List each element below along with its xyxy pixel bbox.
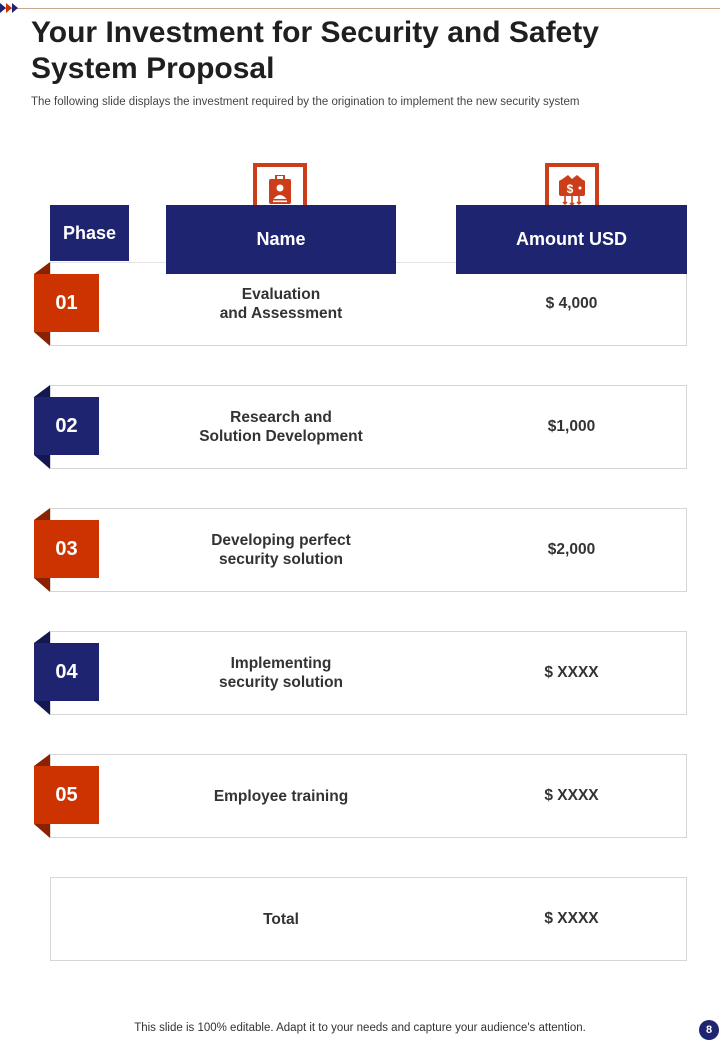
phase-name: Evaluation and Assessment bbox=[219, 286, 343, 322]
header-phase: Phase bbox=[50, 205, 129, 261]
id-badge-icon bbox=[267, 175, 293, 205]
phase-badge: 02 bbox=[34, 397, 99, 455]
top-rule bbox=[0, 8, 720, 9]
header-amount: Amount USD bbox=[456, 205, 687, 274]
page-subtitle: The following slide displays the investment required by the origination to implement the new security system bbox=[31, 96, 580, 108]
footer-note: This slide is 100% editable. Adapt it to your needs and capture your audience's attention. bbox=[134, 1022, 586, 1034]
svg-text:$: $ bbox=[566, 182, 574, 196]
phase-name: Developing perfect security solution bbox=[211, 532, 351, 568]
money-wallet-icon bbox=[557, 174, 587, 206]
chevrons-icon bbox=[0, 3, 18, 13]
phase-badge: 03 bbox=[34, 520, 99, 578]
phase-badge: 05 bbox=[34, 766, 99, 824]
header-name: Name bbox=[166, 205, 396, 274]
phase-badge: 01 bbox=[34, 274, 99, 332]
phase-name: Research and Solution Development bbox=[199, 409, 363, 445]
phase-amount: $ 4,000 bbox=[545, 295, 598, 312]
phase-name: Implementing security solution bbox=[218, 655, 344, 691]
phase-amount: $ XXXX bbox=[544, 664, 599, 681]
page-title: Your Investment for Security and Safety System Proposal bbox=[31, 16, 599, 85]
phase-name: Employee training bbox=[213, 787, 349, 805]
total-amount: $ XXXX bbox=[544, 910, 599, 927]
phase-badge: 04 bbox=[34, 643, 99, 701]
phase-amount: $ XXXX bbox=[544, 787, 599, 804]
page-number: 8 bbox=[699, 1020, 719, 1040]
phase-amount: $1,000 bbox=[547, 418, 596, 435]
phase-amount: $2,000 bbox=[547, 541, 596, 558]
total-label: Total bbox=[263, 910, 299, 928]
